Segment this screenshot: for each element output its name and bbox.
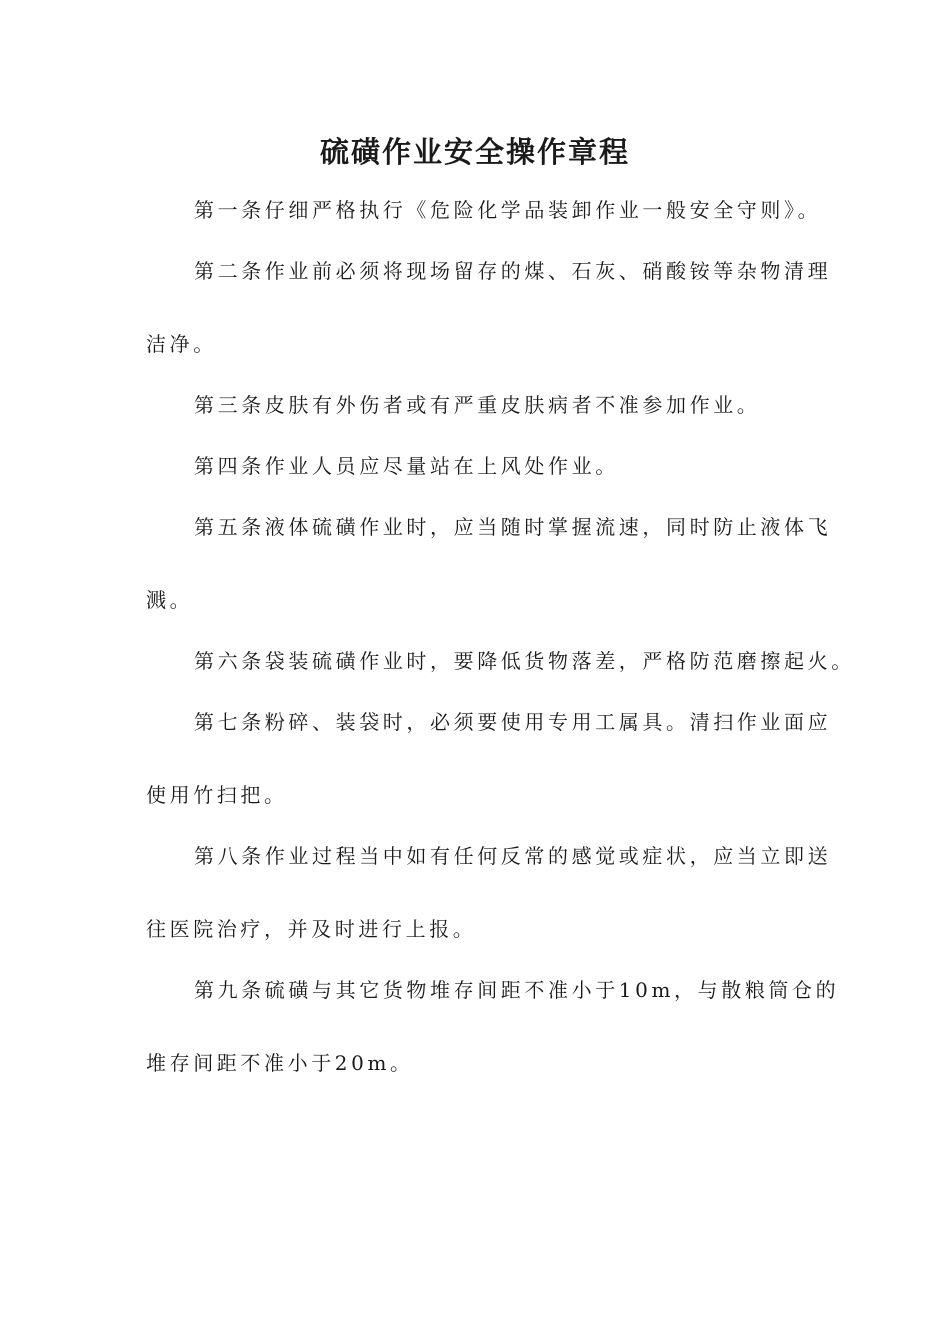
article-6-line: 第六条袋装硫磺作业时，要降低货物落差，严格防范磨擦起火。 — [194, 649, 855, 673]
article-1-line: 第一条仔细严格执行《危险化学品装卸作业一般安全守则》。 — [194, 198, 822, 222]
article-7-line-1: 第七条粉碎、装袋时，必须要使用专用工属具。清扫作业面应 — [194, 710, 832, 734]
article-3-line: 第三条皮肤有外伤者或有严重皮肤病者不准参加作业。 — [194, 393, 761, 417]
article-7-line-2: 使用竹扫把。 — [146, 783, 288, 807]
article-8-line-2: 往医院治疗，并及时进行上报。 — [146, 917, 477, 941]
article-5-line-2: 溅。 — [146, 588, 194, 612]
article-2-line-1: 第二条作业前必须将现场留存的煤、石灰、硝酸铵等杂物清理 — [194, 259, 832, 283]
article-4-line: 第四条作业人员应尽量站在上风处作业。 — [194, 454, 619, 478]
document-title: 硫磺作业安全操作章程 — [319, 135, 630, 169]
article-9-line-2: 堆存间距不准小于20m。 — [146, 1051, 414, 1075]
article-2-line-2: 洁净。 — [146, 332, 217, 356]
article-9-line-1: 第九条硫磺与其它货物堆存间距不准小于10m，与散粮筒仓的 — [194, 978, 840, 1002]
article-8-line-1: 第八条作业过程当中如有任何反常的感觉或症状，应当立即送 — [194, 844, 832, 868]
document-body — [146, 196, 855, 1077]
article-5-line-1: 第五条液体硫磺作业时，应当随时掌握流速，同时防止液体飞 — [194, 515, 832, 539]
